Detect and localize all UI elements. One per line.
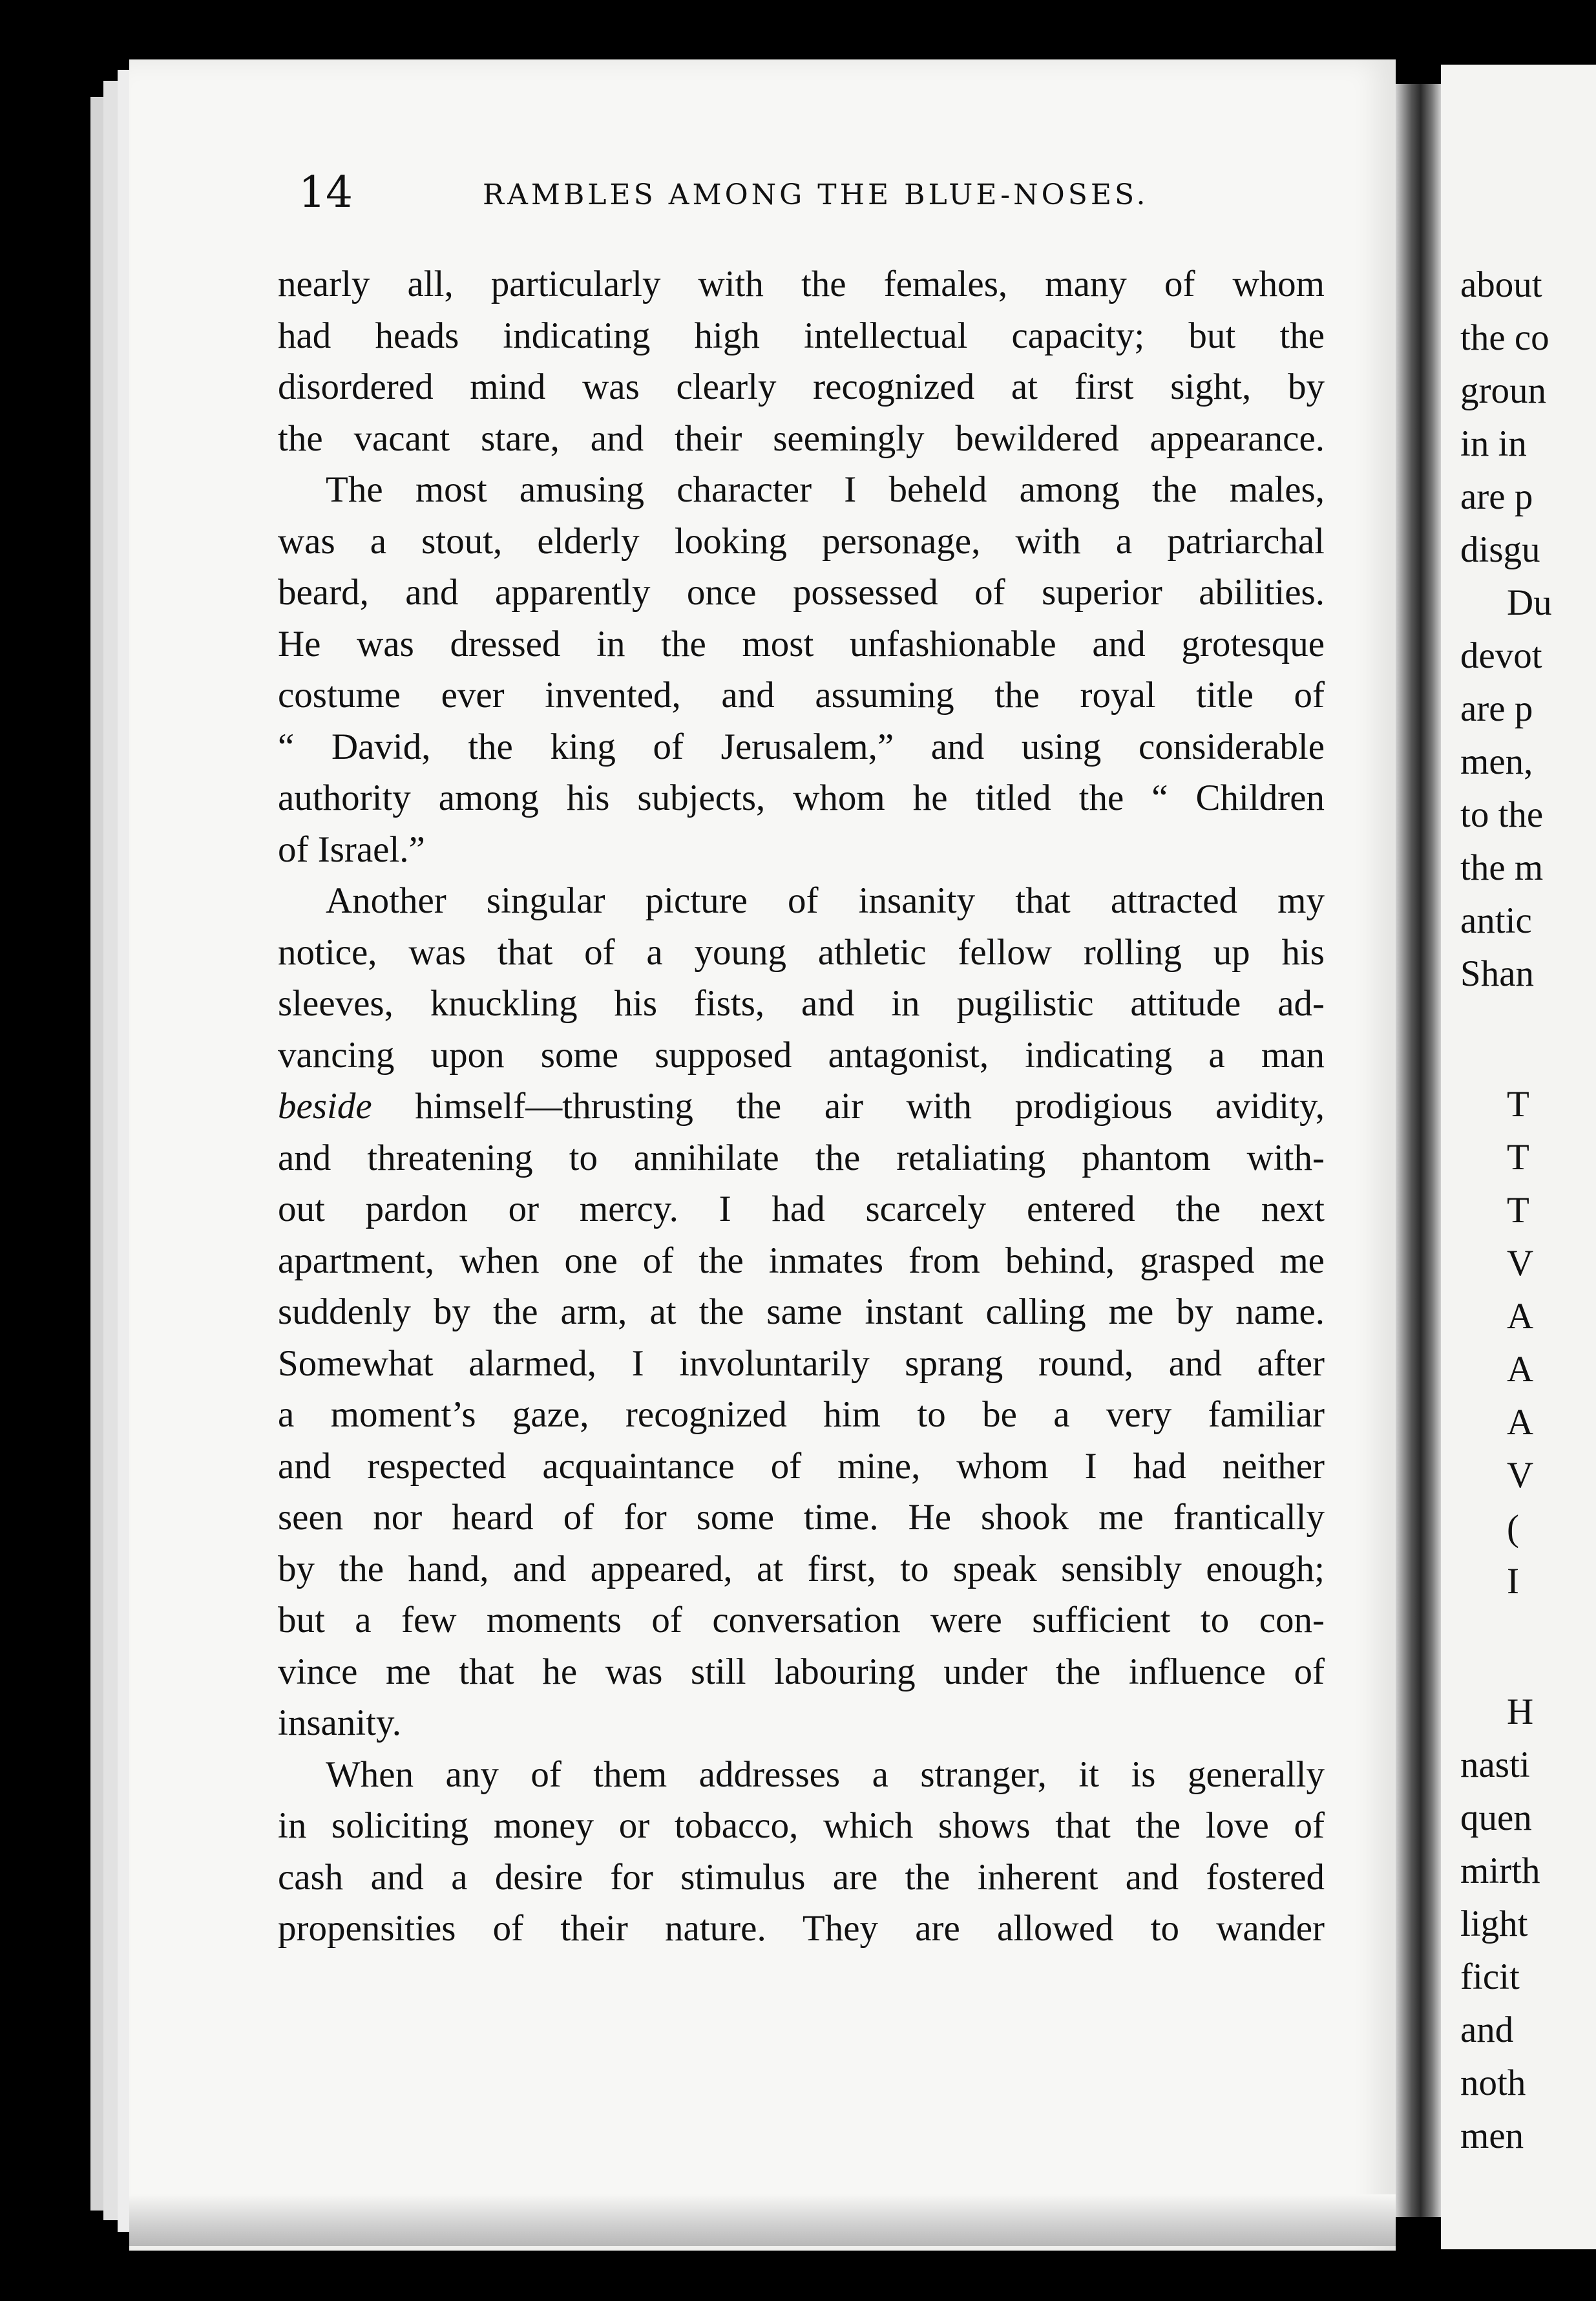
fragment-line: are p [1460, 476, 1533, 517]
fragment-line: V [1507, 1455, 1534, 1496]
text-line: seen nor heard of for some time. He shook me frantically [278, 1497, 1325, 1538]
fragment-line: T [1507, 1084, 1529, 1125]
text-line: The most amusing character I beheld among the males, [326, 469, 1325, 510]
body-text [278, 259, 1325, 1955]
fragment-line: A [1507, 1349, 1534, 1390]
right-page-fragment [1441, 65, 1596, 2249]
text-line: costume ever invented, and assuming the royal title of [278, 675, 1325, 716]
text-line: Another singular picture of insanity that attracted my [326, 880, 1325, 921]
fragment-line: light [1460, 1903, 1528, 1944]
fragment-line: noth [1460, 2062, 1526, 2103]
text-line: the vacant stare, and their seemingly bewildered appearance. [278, 418, 1325, 459]
text-line: beard, and apparently once possessed of superior abilities. [278, 572, 1325, 613]
running-title: RAMBLES AMONG THE BLUE-NOSES. [483, 178, 1149, 211]
fragment-line: mirth [1460, 1850, 1540, 1891]
fragment-line: are p [1460, 688, 1533, 729]
fragment-line: to the [1460, 794, 1544, 835]
text-line: apartment, when one of the inmates from behind, grasped me [278, 1240, 1325, 1281]
fragment-line: A [1507, 1402, 1534, 1443]
text-line: When any of them addresses a stranger, it is generally [326, 1754, 1325, 1795]
page-bottom-shadow [129, 2194, 1396, 2246]
fragment-line: the m [1460, 847, 1544, 888]
text-line: propensities of their nature. They are allowed to wander [278, 1908, 1325, 1949]
text-line: was a stout, elderly looking personage, with a patriarchal [278, 520, 1325, 562]
fragment-line: A [1507, 1296, 1534, 1337]
fragment-line: devot [1460, 635, 1542, 676]
right-page-text [1460, 259, 1552, 2163]
fragment-line: T [1507, 1137, 1529, 1178]
italic-word: beside [278, 1086, 372, 1127]
running-head [299, 167, 1190, 218]
fragment-line [1460, 1608, 1552, 1686]
text-line: cash and a desire for stimulus are the inherent and fostered [278, 1856, 1325, 1898]
text-line: by the hand, and appeared, at first, to speak sensibly enough; [278, 1548, 1325, 1589]
fragment-line: in in [1460, 423, 1527, 464]
fragment-line: ( [1507, 1508, 1519, 1549]
text-line: vince me that he was still labouring under the influence of [278, 1651, 1325, 1692]
fragment-line: quen [1460, 1797, 1532, 1838]
fragment-line [1460, 1001, 1552, 1078]
text-line: but a few moments of conversation were sufficient to con- [278, 1600, 1325, 1640]
text-line: of Israel.” [278, 829, 425, 870]
text-line: and threatening to annihilate the retaliating phantom with- [278, 1137, 1325, 1178]
fragment-line: nasti [1460, 1744, 1530, 1785]
text-line: had heads indicating high intellectual capacity; but the [278, 315, 1325, 356]
text-line: notice, was that of a young athletic fellow rolling up his [278, 931, 1325, 973]
text-line: suddenly by the arm, at the same instant calling me by name. [278, 1291, 1325, 1332]
fragment-line: V [1507, 1243, 1534, 1284]
fragment-line: H [1507, 1691, 1534, 1732]
fragment-line: men, [1460, 741, 1533, 782]
book-gutter [1396, 84, 1441, 2217]
text-line: He was dressed in the most unfashionable and grotesque [278, 623, 1325, 664]
fragment-line: T [1507, 1190, 1529, 1231]
text-line: a moment’s gaze, recognized him to be a very familiar [278, 1394, 1325, 1435]
text-line: insanity. [278, 1702, 402, 1743]
fragment-line: disgu [1460, 529, 1540, 570]
text-line: “ David, the king of Jerusalem,” and using considerable [278, 726, 1325, 767]
text-line: vancing upon some supposed antagonist, indicating a man [278, 1034, 1325, 1076]
fragment-line: Du [1507, 582, 1552, 623]
text-line: in soliciting money or tobacco, which shows that the love of [278, 1805, 1325, 1846]
fragment-line: ficit [1460, 1956, 1520, 1997]
text-line: and respected acquaintance of mine, whom I had neither [278, 1445, 1325, 1487]
fragment-line: about [1460, 264, 1542, 305]
text-line: nearly all, particularly with the females, many of whom [278, 264, 1325, 304]
fragment-line: groun [1460, 370, 1546, 411]
fragment-line: and [1460, 2009, 1514, 2050]
fragment-line: the co [1460, 317, 1549, 358]
fragment-line: men [1460, 2115, 1524, 2156]
text-line: out pardon or mercy. I had scarcely entered the next [278, 1189, 1325, 1229]
fragment-line: Shan [1460, 953, 1534, 994]
text-line: authority among his subjects, whom he titled the “ Children [278, 778, 1325, 818]
text-line: sleeves, knuckling his fists, and in pugilistic attitude ad- [278, 983, 1325, 1024]
text-line: disordered mind was clearly recognized at first sight, by [278, 366, 1325, 407]
page-number: 14 [299, 167, 353, 217]
text-line: beside himself—thrusting the air with prodigious avidity, [278, 1086, 1325, 1127]
fragment-line: antic [1460, 900, 1532, 941]
fragment-line: I [1507, 1561, 1519, 1602]
text-line: Somewhat alarmed, I involuntarily sprang round, and after [278, 1342, 1325, 1384]
